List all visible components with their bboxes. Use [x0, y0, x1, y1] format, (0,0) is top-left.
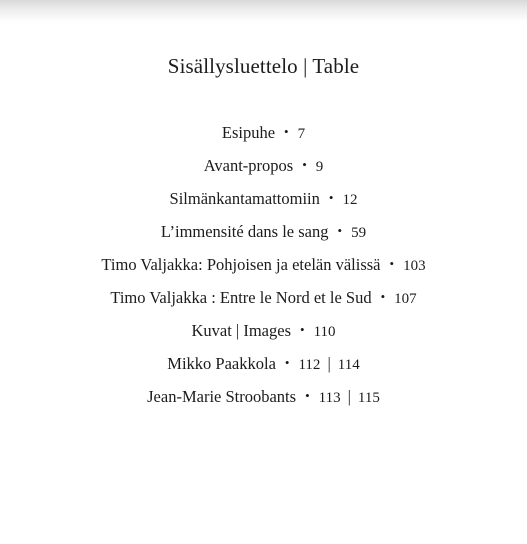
- bullet-separator: •: [380, 289, 386, 304]
- toc-entry-stroobants[interactable]: [0, 382, 527, 415]
- toc-entry-avant-propos[interactable]: [0, 151, 527, 184]
- bullet-separator: •: [389, 256, 395, 271]
- toc-entry-label: Kuvat | Images: [191, 321, 291, 340]
- toc-entry-esipuhe[interactable]: [0, 118, 527, 151]
- toc-entry-valjakka-fr[interactable]: [0, 283, 527, 316]
- toc-entry-label: Avant-propos: [203, 156, 294, 175]
- toc-entry-valjakka-fi[interactable]: [0, 250, 527, 283]
- toc-page-number: 9: [315, 159, 324, 175]
- page-top-shadow: [0, 0, 527, 22]
- toc-entry-label: Timo Valjakka: Pohjoisen ja etelän välissä: [101, 255, 381, 274]
- page-divider: |: [327, 354, 331, 373]
- toc-page-number: 113: [318, 390, 341, 406]
- toc-page-number: 7: [297, 126, 306, 142]
- toc-page-number: 12: [342, 192, 358, 208]
- toc-entry-label: Timo Valjakka : Entre le Nord et le Sud: [110, 288, 372, 307]
- bullet-separator: •: [284, 355, 290, 370]
- toc-page-number: 59: [351, 225, 367, 241]
- page-divider: |: [347, 387, 351, 406]
- toc-page-number: 103: [403, 258, 426, 274]
- toc-page-number: 110: [313, 324, 336, 340]
- toc-entry-silmankantamattomiin[interactable]: [0, 184, 527, 217]
- bullet-separator: •: [305, 388, 310, 403]
- toc-page-number: 107: [394, 291, 417, 307]
- toc-entry-immensite[interactable]: [0, 217, 527, 250]
- page-title: Sisällysluettelo | Table: [167, 54, 360, 78]
- toc-page-number: 114: [337, 357, 360, 373]
- bullet-separator: •: [302, 157, 307, 172]
- bullet-separator: •: [328, 190, 334, 205]
- toc-entry-paakkola[interactable]: [0, 349, 527, 382]
- table-of-contents: [0, 118, 527, 415]
- toc-entry-kuvat-images[interactable]: [0, 316, 527, 349]
- toc-entry-label: L’immensité dans le sang: [160, 222, 329, 241]
- toc-entry-label: Silmänkantamattomiin: [169, 189, 320, 208]
- toc-entry-label: Mikko Paakkola: [167, 354, 276, 373]
- toc-entry-label: Jean-Marie Stroobants: [147, 387, 297, 406]
- bullet-separator: •: [300, 322, 305, 337]
- bullet-separator: •: [284, 124, 289, 139]
- toc-page-number: 112: [298, 357, 321, 373]
- toc-entry-label: Esipuhe: [221, 123, 276, 142]
- toc-page-number: 115: [357, 390, 380, 406]
- bullet-separator: •: [337, 223, 343, 238]
